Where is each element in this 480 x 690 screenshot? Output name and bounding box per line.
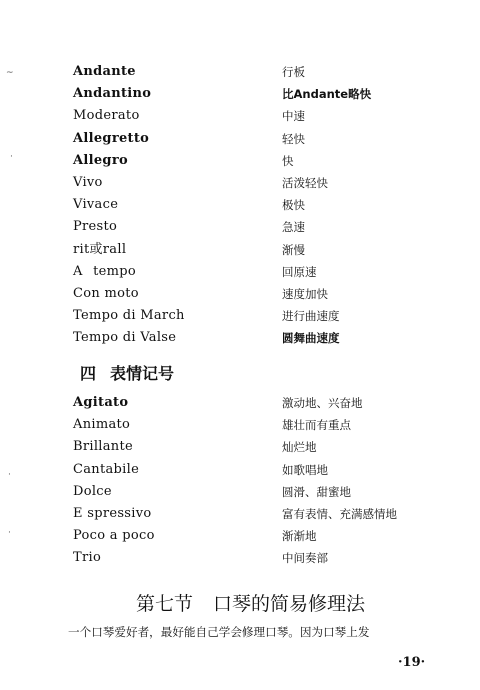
term-italian: Trio <box>73 550 102 566</box>
term-row <box>0 218 480 240</box>
term-meaning: 回原速 <box>282 264 317 279</box>
term-meaning: 快 <box>282 153 294 168</box>
term-italian: Tempo di March <box>73 308 185 324</box>
scan-mark: · <box>8 528 11 538</box>
term-meaning: 急速 <box>282 220 305 235</box>
term-italian: Moderato <box>73 108 140 124</box>
term-italian: Vivo <box>73 174 103 190</box>
chapter-heading <box>136 589 365 616</box>
term-row <box>0 285 480 307</box>
term-italian: Allegro <box>73 152 128 168</box>
term-row <box>0 85 480 107</box>
term-italian: rit或rall <box>73 241 127 257</box>
term-row <box>0 107 480 129</box>
term-meaning: 活泼轻快 <box>282 175 328 190</box>
term-row <box>0 549 480 571</box>
term-meaning: 中间奏部 <box>282 551 328 566</box>
term-meaning: 进行曲速度 <box>282 309 340 324</box>
term-row <box>0 130 480 152</box>
term-italian: Agitato <box>73 395 129 410</box>
term-italian: Brillante <box>73 439 133 455</box>
term-row <box>0 63 480 85</box>
term-italian: A tempo <box>73 263 137 279</box>
term-italian: Presto <box>73 219 118 235</box>
section-heading <box>80 361 174 384</box>
term-meaning: 渐慢 <box>282 242 305 257</box>
term-row <box>0 152 480 174</box>
term-row <box>0 483 480 505</box>
tempo-terms-list <box>0 63 480 351</box>
term-row <box>0 527 480 549</box>
term-meaning: 极快 <box>282 198 305 213</box>
term-meaning: 圆滑、甜蜜地 <box>282 484 351 499</box>
term-italian: Tempo di Valse <box>73 330 177 346</box>
term-row <box>0 329 480 351</box>
term-italian: Poco a poco <box>73 528 155 544</box>
scan-mark: · <box>8 470 11 480</box>
term-meaning: 雄壮而有重点 <box>282 418 351 433</box>
term-row <box>0 416 480 438</box>
term-italian: Vivace <box>73 197 119 213</box>
paragraph-text: 一个口琴爱好者，最好能自己学会修理口琴。因为口琴上发 <box>68 625 370 639</box>
term-italian: Con moto <box>73 285 139 301</box>
chapter-number: 第七节 <box>136 593 194 615</box>
term-italian: Andante <box>73 64 136 79</box>
term-meaning: 轻快 <box>282 131 305 146</box>
term-row <box>0 307 480 329</box>
term-row <box>0 263 480 285</box>
term-meaning: 圆舞曲速度 <box>282 331 340 346</box>
chapter-title: 口琴的简易修理法 <box>213 593 366 615</box>
term-row <box>0 461 480 483</box>
term-meaning: 如歌唱地 <box>282 462 328 477</box>
term-meaning: 激动地、兴奋地 <box>282 396 363 410</box>
term-row <box>0 505 480 527</box>
term-italian: E spressivo <box>73 505 152 521</box>
term-italian: Andantino <box>73 86 152 102</box>
term-row <box>0 438 480 460</box>
term-italian: Animato <box>73 417 131 433</box>
term-meaning: 速度加快 <box>282 286 328 301</box>
term-row <box>0 174 480 196</box>
expression-terms-list <box>0 394 480 572</box>
page-number: ·19· <box>398 655 426 670</box>
section-title: 表情记号 <box>110 364 175 383</box>
term-meaning: 行板 <box>282 65 305 79</box>
term-italian: Allegretto <box>73 130 150 146</box>
term-meaning: 中速 <box>282 109 305 124</box>
term-row <box>0 196 480 218</box>
term-italian: Cantabile <box>73 461 140 477</box>
term-meaning: 灿烂地 <box>282 440 317 455</box>
term-meaning: 渐渐地 <box>282 529 317 544</box>
term-italian: Dolce <box>73 483 112 499</box>
section-number: 四 <box>80 364 97 383</box>
term-row <box>0 241 480 263</box>
scan-mark: ~ <box>6 68 14 78</box>
term-meaning: 富有表情、充满感情地 <box>282 506 397 521</box>
term-row <box>0 394 480 416</box>
term-meaning: 比Andante略快 <box>282 87 372 102</box>
scan-mark: · <box>10 152 13 162</box>
